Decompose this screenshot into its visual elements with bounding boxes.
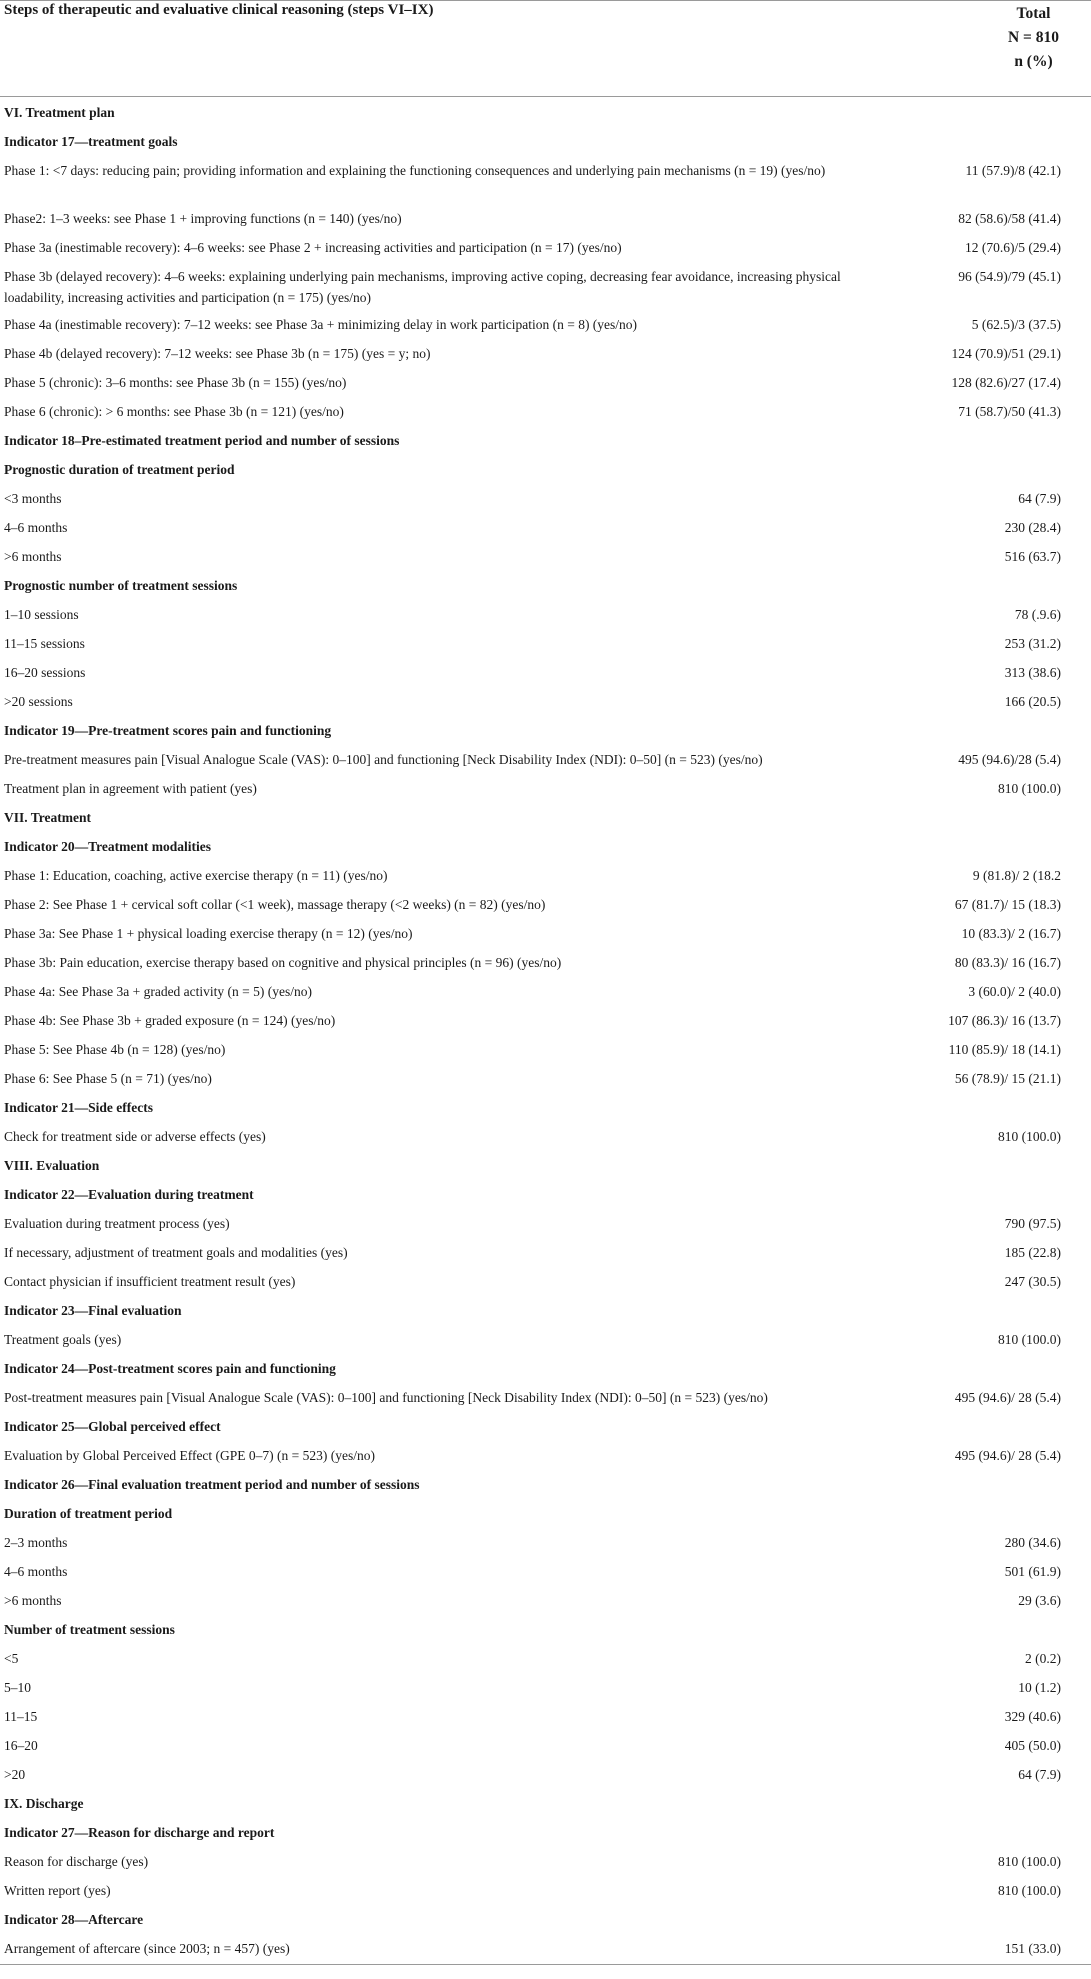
section-heading-row <box>0 570 1091 599</box>
row-label: Indicator 19—Pre-treatment scores pain and functioning <box>4 723 332 738</box>
row-total-value: 247 (30.5) <box>1004 1274 1061 1289</box>
row-label: Phase 5: See Phase 4b (n = 128) (yes/no) <box>4 1042 226 1057</box>
row-label: Number of treatment sessions <box>4 1622 175 1637</box>
row-label: <3 months <box>4 491 62 506</box>
top-rule <box>0 0 1091 1</box>
section-heading-row <box>0 1179 1091 1208</box>
row-total-value: 280 (34.6) <box>1004 1535 1061 1550</box>
row-label: >20 <box>4 1767 26 1782</box>
row-label: Contact physician if insufficient treatment result (yes) <box>4 1274 296 1289</box>
table-header <box>0 0 1091 96</box>
section-heading-row <box>0 715 1091 744</box>
section-heading-row <box>0 1817 1091 1846</box>
row-label: 5–10 <box>4 1680 31 1695</box>
table-row <box>0 889 1091 918</box>
row-total-value: 29 (3.6) <box>1018 1593 1061 1608</box>
row-label: Phase 3a: See Phase 1 + physical loading exercise therapy (n = 12) (yes/no) <box>4 926 413 941</box>
table-row <box>0 1556 1091 1585</box>
row-total-value: 329 (40.6) <box>1004 1709 1061 1724</box>
table-row <box>0 367 1091 396</box>
table-row <box>0 860 1091 889</box>
row-label: Phase 6 (chronic): > 6 months: see Phase 3b (n = 121) (yes/no) <box>4 404 344 419</box>
row-label: Treatment goals (yes) <box>4 1332 122 1347</box>
row-label: >6 months <box>4 1593 62 1608</box>
column-header-total <box>1008 2 1059 74</box>
table-row <box>0 686 1091 715</box>
section-heading-row <box>0 1411 1091 1440</box>
section-heading-row <box>0 1150 1091 1179</box>
table-row <box>0 1730 1091 1759</box>
row-total-value: 810 (100.0) <box>998 781 1061 796</box>
row-label: >20 sessions <box>4 694 73 709</box>
row-label: VI. Treatment plan <box>4 105 115 120</box>
row-total-value: 405 (50.0) <box>1004 1738 1061 1753</box>
row-label: Prognostic number of treatment sessions <box>4 578 238 593</box>
row-label: Evaluation by Global Perceived Effect (GPE 0–7) (n = 523) (yes/no) <box>4 1448 376 1463</box>
row-label: Indicator 21—Side effects <box>4 1100 153 1115</box>
table-row <box>0 396 1091 425</box>
table-row <box>0 203 1091 232</box>
section-heading-row <box>0 1788 1091 1817</box>
row-total-value: 230 (28.4) <box>1004 520 1061 535</box>
row-label: 11–15 <box>4 1709 38 1724</box>
row-label: Pre-treatment measures pain [Visual Analogue Scale (VAS): 0–100] and functioning [Neck Disability Index (NDI): 0–50] (n = 523) (yes/no) <box>4 752 763 767</box>
row-total-value: 107 (86.3)/ 16 (13.7) <box>948 1013 1061 1028</box>
table-row <box>0 1440 1091 1469</box>
table-row <box>0 1121 1091 1150</box>
row-label: If necessary, adjustment of treatment goals and modalities (yes) <box>4 1245 348 1260</box>
row-label: Phase 6: See Phase 5 (n = 71) (yes/no) <box>4 1071 212 1086</box>
total-header-line: n (%) <box>1014 53 1053 70</box>
row-label: 4–6 months <box>4 1564 68 1579</box>
row-total-value: 495 (94.6)/28 (5.4) <box>958 752 1061 767</box>
row-label: 2–3 months <box>4 1535 68 1550</box>
table-row <box>0 512 1091 541</box>
row-label: Indicator 23—Final evaluation <box>4 1303 182 1318</box>
row-label: Phase 4a (inestimable recovery): 7–12 weeks: see Phase 3a + minimizing delay in work participation (n = 8) (yes/no) <box>4 317 638 332</box>
table-row <box>0 918 1091 947</box>
table-row <box>0 1266 1091 1295</box>
table-row <box>0 541 1091 570</box>
row-total-value: 516 (63.7) <box>1004 549 1061 564</box>
row-total-value: 5 (62.5)/3 (37.5) <box>971 317 1061 332</box>
table-row <box>0 1324 1091 1353</box>
row-total-value: 71 (58.7)/50 (41.3) <box>958 404 1061 419</box>
table-row <box>0 1701 1091 1730</box>
row-total-value: 810 (100.0) <box>998 1332 1061 1347</box>
row-total-value: 82 (58.6)/58 (41.4) <box>958 211 1061 226</box>
row-total-value: 64 (7.9) <box>1018 491 1061 506</box>
row-label: Indicator 24—Post-treatment scores pain and functioning <box>4 1361 336 1376</box>
table-row <box>0 1034 1091 1063</box>
row-label: Written report (yes) <box>4 1883 111 1898</box>
row-label: Phase 4b: See Phase 3b + graded exposure (n = 124) (yes/no) <box>4 1013 336 1028</box>
row-label: VIII. Evaluation <box>4 1158 100 1173</box>
section-heading-row <box>0 1904 1091 1933</box>
table-row <box>0 261 1091 309</box>
row-label: >6 months <box>4 549 62 564</box>
table-row <box>0 628 1091 657</box>
row-total-value: 80 (83.3)/ 16 (16.7) <box>954 955 1061 970</box>
row-label: Phase 2: See Phase 1 + cervical soft collar (<1 week), massage therapy (<2 weeks) (n = 82) (yes/no) <box>4 897 546 912</box>
section-heading-row <box>0 425 1091 454</box>
row-label: Phase 5 (chronic): 3–6 months: see Phase 3b (n = 155) (yes/no) <box>4 375 347 390</box>
table-row <box>0 1585 1091 1614</box>
row-label: 16–20 sessions <box>4 665 86 680</box>
row-label: Phase 1: Education, coaching, active exercise therapy (n = 11) (yes/no) <box>4 868 388 883</box>
row-label: Post-treatment measures pain [Visual Analogue Scale (VAS): 0–100] and functioning [Neck Disability Index (NDI): 0–50] (n = 523) (yes/no) <box>4 1390 768 1405</box>
table-row <box>0 1846 1091 1875</box>
row-label: Indicator 22—Evaluation during treatment <box>4 1187 254 1202</box>
row-total-value: 185 (22.8) <box>1004 1245 1061 1260</box>
row-total-value: 67 (81.7)/ 15 (18.3) <box>954 897 1061 912</box>
row-label: Indicator 18–Pre-estimated treatment period and number of sessions <box>4 433 400 448</box>
row-total-value: 810 (100.0) <box>998 1129 1061 1144</box>
row-label: 4–6 months <box>4 520 68 535</box>
row-label: IX. Discharge <box>4 1796 84 1811</box>
table-row <box>0 1527 1091 1556</box>
table-row <box>0 338 1091 367</box>
row-total-value: 128 (82.6)/27 (17.4) <box>951 375 1061 390</box>
row-total-value: 253 (31.2) <box>1004 636 1061 651</box>
row-label: Phase 4b (delayed recovery): 7–12 weeks: see Phase 3b (n = 175) (yes = y; no) <box>4 346 431 361</box>
row-label: Indicator 20—Treatment modalities <box>4 839 211 854</box>
row-total-value: 96 (54.9)/79 (45.1) <box>958 269 1061 284</box>
table-row <box>0 599 1091 628</box>
row-total-value: 495 (94.6)/ 28 (5.4) <box>954 1390 1061 1405</box>
row-total-value: 11 (57.9)/8 (42.1) <box>965 163 1061 178</box>
row-label: Phase 1: <7 days: reducing pain; providing information and explaining the functioning consequences and underlying pain mechanisms (n = 19) (yes/no) <box>4 163 826 178</box>
table-row <box>0 483 1091 512</box>
table-row <box>0 1237 1091 1266</box>
row-total-value: 790 (97.5) <box>1004 1216 1061 1231</box>
table-row <box>0 1672 1091 1701</box>
table-row <box>0 1875 1091 1904</box>
section-heading-row <box>0 1469 1091 1498</box>
row-label: 1–10 sessions <box>4 607 79 622</box>
row-label: Indicator 25—Global perceived effect <box>4 1419 221 1434</box>
row-total-value: 495 (94.6)/ 28 (5.4) <box>954 1448 1061 1463</box>
table-body <box>0 97 1091 1962</box>
section-heading-row <box>0 1498 1091 1527</box>
row-total-value: 313 (38.6) <box>1004 665 1061 680</box>
table-row <box>0 155 1091 203</box>
row-label: 11–15 sessions <box>4 636 85 651</box>
table-row <box>0 1063 1091 1092</box>
row-label: Prognostic duration of treatment period <box>4 462 235 477</box>
row-label: Phase 4a: See Phase 3a + graded activity (n = 5) (yes/no) <box>4 984 313 999</box>
row-label: Evaluation during treatment process (yes) <box>4 1216 230 1231</box>
table-row <box>0 657 1091 686</box>
row-total-value: 810 (100.0) <box>998 1854 1061 1869</box>
row-total-value: 10 (1.2) <box>1018 1680 1061 1695</box>
row-total-value: 124 (70.9)/51 (29.1) <box>951 346 1061 361</box>
row-label: Indicator 27—Reason for discharge and report <box>4 1825 275 1840</box>
column-header-steps: Steps of therapeutic and evaluative clinical reasoning (steps VI–IX) <box>4 2 434 18</box>
table-row <box>0 309 1091 338</box>
total-header-line: Total <box>1016 5 1051 22</box>
row-total-value: 810 (100.0) <box>998 1883 1061 1898</box>
row-total-value: 78 (.9.6) <box>1014 607 1061 622</box>
section-heading-row <box>0 454 1091 483</box>
row-label: Arrangement of aftercare (since 2003; n = 457) (yes) <box>4 1941 290 1956</box>
table-row <box>0 1208 1091 1237</box>
row-label: <5 <box>4 1651 19 1666</box>
section-heading-row <box>0 802 1091 831</box>
table-row <box>0 947 1091 976</box>
total-header-line: N = 810 <box>1007 29 1059 46</box>
row-label: Phase2: 1–3 weeks: see Phase 1 + improving functions (n = 140) (yes/no) <box>4 211 402 226</box>
section-heading-row <box>0 1295 1091 1324</box>
section-heading-row <box>0 1353 1091 1382</box>
table-row <box>0 1759 1091 1788</box>
table-row <box>0 1933 1091 1962</box>
section-heading-row <box>0 1092 1091 1121</box>
table-row <box>0 232 1091 261</box>
table-row <box>0 976 1091 1005</box>
row-total-value: 64 (7.9) <box>1018 1767 1061 1782</box>
table-row <box>0 1643 1091 1672</box>
row-total-value: 10 (83.3)/ 2 (16.7) <box>961 926 1061 941</box>
row-label: Indicator 26—Final evaluation treatment period and number of sessions <box>4 1477 420 1492</box>
row-label: Reason for discharge (yes) <box>4 1854 149 1869</box>
row-label: Phase 3b (delayed recovery): 4–6 weeks: explaining underlying pain mechanisms, improving active coping, decreasing fear avoidance, increasing physical loadability, increasing activities and participation (n = 175) (yes/no) <box>4 269 841 305</box>
section-heading-row <box>0 126 1091 155</box>
row-label: Check for treatment side or adverse effects (yes) <box>4 1129 266 1144</box>
row-label: Indicator 28—Aftercare <box>4 1912 144 1927</box>
row-label: Phase 3b: Pain education, exercise therapy based on cognitive and physical principles (n = 96) (yes/no) <box>4 955 562 970</box>
row-label: Indicator 17—treatment goals <box>4 134 178 149</box>
row-label: 16–20 <box>4 1738 38 1753</box>
section-heading-row <box>0 1614 1091 1643</box>
table-row <box>0 1005 1091 1034</box>
row-total-value: 12 (70.6)/5 (29.4) <box>965 240 1061 255</box>
row-label: VII. Treatment <box>4 810 91 825</box>
row-total-value: 3 (60.0)/ 2 (40.0) <box>968 984 1061 999</box>
row-label: Duration of treatment period <box>4 1506 173 1521</box>
table-row <box>0 773 1091 802</box>
row-total-value: 2 (0.2) <box>1025 1651 1061 1666</box>
section-heading-row <box>0 831 1091 860</box>
bottom-rule <box>0 1964 1091 1965</box>
row-total-value: 501 (61.9) <box>1004 1564 1061 1579</box>
row-label: Treatment plan in agreement with patient (yes) <box>4 781 257 796</box>
row-total-value: 9 (81.8)/ 2 (18.2 <box>972 868 1061 883</box>
table-row <box>0 1382 1091 1411</box>
table-row <box>0 744 1091 773</box>
row-total-value: 151 (33.0) <box>1004 1941 1061 1956</box>
row-total-value: 56 (78.9)/ 15 (21.1) <box>954 1071 1061 1086</box>
row-total-value: 166 (20.5) <box>1004 694 1061 709</box>
row-label: Phase 3a (inestimable recovery): 4–6 weeks: see Phase 2 + increasing activities and participation (n = 17) (yes/no) <box>4 240 622 255</box>
row-total-value: 110 (85.9)/ 18 (14.1) <box>948 1042 1061 1057</box>
section-heading-row <box>0 97 1091 126</box>
